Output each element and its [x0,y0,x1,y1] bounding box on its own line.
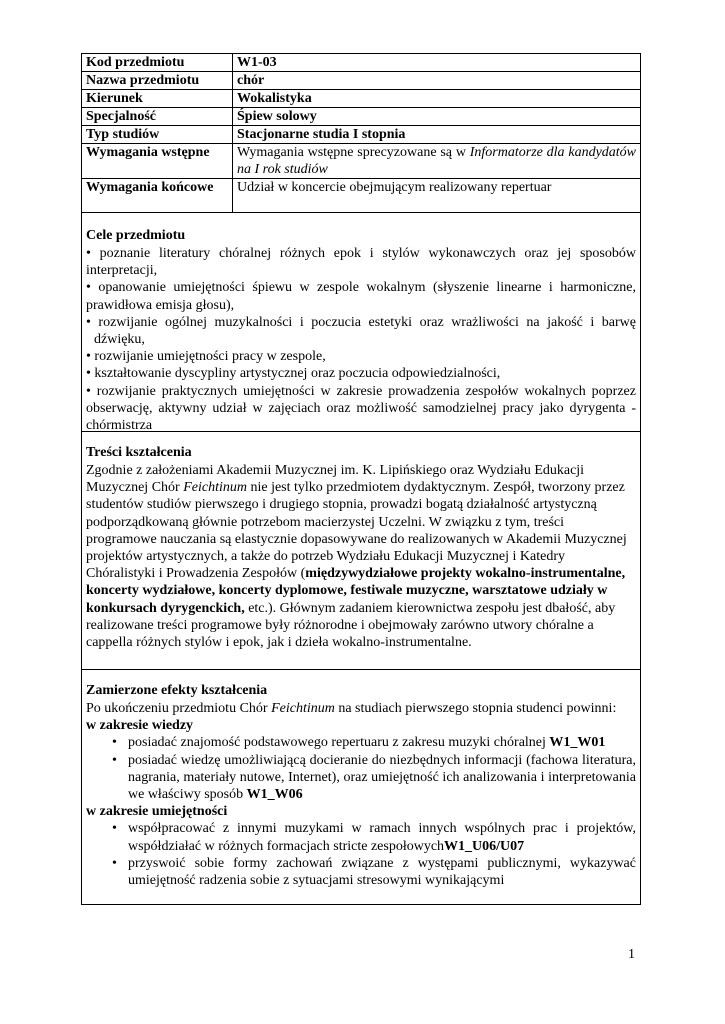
list-item: • poznanie literatury chóralnej różnych epok i stylów wykonawczych oraz jej sposobów interpretacji, [86,246,636,279]
goals-section [81,213,641,432]
row-value: chór [233,72,641,90]
table-row [82,108,641,126]
choir-name: Feichtinum [183,480,247,496]
content-section [81,432,641,670]
course-info-table [81,53,641,213]
table-row [82,179,641,213]
row-key: Wymagania końcowe [82,179,233,213]
row-value: W1-03 [233,54,641,72]
row-key: Nazwa przedmiotu [82,72,233,90]
outcome-code: W1_U06/U07 [444,838,525,854]
text-part: etc.). Głównym zadaniem kierownictwa zespołu jest dbałość, aby realizowane treści programowe były różnorodne i obejmowały zarówno utwory chóralne a cappella różnych stylów i epok, jak i dzieła wokalno-instrumentalne. [86,600,616,651]
requirements-italic: Informatorze dla kandydatów na I rok studiów [237,145,637,177]
list-item: • rozwijanie ogólnej muzykalności i poczucia estetyki oraz wrażliwości na jakość i barwę dźwięku, [86,314,636,348]
list-item: • opanowanie umiejętności śpiewu w zespole wokalnym (słyszenie linearne i harmoniczne, prawidłowa emisja głosu), [86,280,636,313]
row-value [233,144,641,179]
projects-list: międzywydziałowe projekty wokalno-instrumentalne, koncerty wydziałowe, koncerty dyplomowe, festiwale muzyczne, warsztatowe udziały w konkursach dyrygenckich, [86,566,626,616]
text-part: nie jest tylko przedmiotem dydaktycznym. Zespół, tworzony przez studentów studiów pierwszego i drugiego stopnia, prowadzi bogatą działalność artystyczną podporządkowaną głównie potrzebom macierzystej Uczelni. W związku z tym, treści programowe nauczania są elastycznie dopasowywane do realizowanych w Akademii Muzycznej projektów artystycznych, a także do potrzeb Wydziału Edukacji Muzycznej i Katedry Chóralistyki i Prowadzenia Zespołów ( [86,480,627,582]
page-number: 1 [628,947,635,962]
section-title: Zamierzone efekty kształcenia [86,683,268,698]
row-value: Udział w koncercie obejmującym realizowany repertuar [233,179,641,213]
list-item: • posiadać znajomość podstawowego repertuaru z zakresu muzyki chóralnej W1_W01 [86,734,636,751]
outcomes-intro: Po ukończeniu przedmiotu Chór Feichtinum na studiach pierwszego stopnia studenci powinni: [86,701,617,716]
subsection-title: w zakresie wiedzy [86,718,194,734]
row-value: Śpiew solowy [233,108,641,126]
knowledge-list [86,734,636,803]
row-key: Typ studiów [82,126,233,144]
document-page [81,53,641,905]
choir-name: Feichtinum [271,701,335,716]
outcome-code: W1_W01 [549,735,606,751]
section-title: Cele przedmiotu [86,228,186,243]
section-title: Treści kształcenia [86,445,192,460]
row-key: Specjalność [82,108,233,126]
list-item: • współpracować z innymi muzykami w ramach innych wspólnych prac i projektów, współdziałać w różnych formacjach stricte zespołowychW1_U06/U07 [86,820,636,854]
row-value: Wokalistyka [233,90,641,108]
row-key: Kod przedmiotu [82,54,233,72]
table-row [82,54,641,72]
table-row [82,144,641,179]
outcomes-section [81,670,641,905]
text-part: Zgodnie z założeniami Akademii Muzycznej im. K. Lipińskiego oraz Wydziału Edukacji Muzycznej Chór [86,463,585,496]
list-item: • rozwijanie praktycznych umiejętności w zakresie prowadzenia zespołów wokalnych poprzez obserwację, aktywny udział w zajęciach oraz możliwość samodzielnej pracy jako dyrygenta - chórmistrza [86,383,636,434]
table-row [82,72,641,90]
table-row [82,126,641,144]
skills-list [86,820,636,889]
list-item: • kształtowanie dyscypliny artystycznej oraz poczucia odpowiedzialności, [86,366,501,382]
row-value: Stacjonarne studia I stopnia [233,126,641,144]
table-row [82,90,641,108]
outcome-code: W1_W06 [246,787,303,803]
list-item: • rozwijanie umiejętności pracy w zespole, [86,349,326,365]
list-item: • posiadać wiedzę umożliwiającą docieranie do niezbędnych informacji (fachowa literatura, nagrania, materiały nutowe, Internet), oraz umiejętność ich analizowania i interpretowania we właściwy sposób W1_W06 [86,752,636,804]
subsection-title: w zakresie umiejętności [86,804,228,820]
requirements-text: Wymagania wstępne sprecyzowane są w [237,145,470,160]
row-key: Wymagania wstępne [82,144,233,179]
row-key: Kierunek [82,90,233,108]
content-paragraph [86,462,636,651]
list-item: • przyswoić sobie formy zachowań związane z występami publicznymi, wykazywać umiejętność radzenia sobie z sytuacjami stresowymi wynikającymi [86,855,636,889]
